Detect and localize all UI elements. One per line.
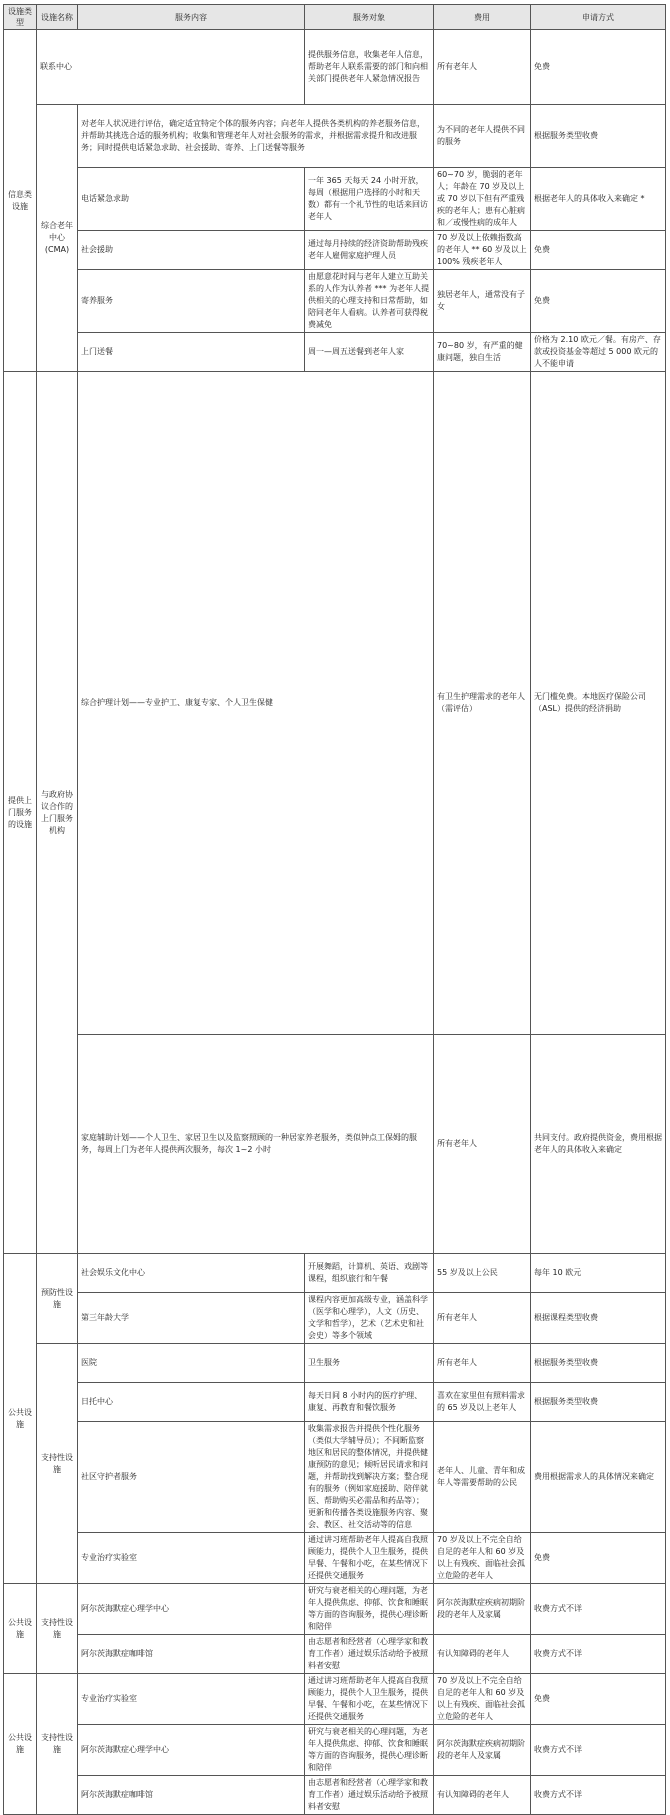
service-content-cell: 家庭辅助计划——个人卫生、家居卫生以及监察照顾的一种居家养老服务，类似钟点工保姆的服务，每周上门为老年人提供两次服务，每次 1~2 小时 <box>78 1035 434 1254</box>
fee-cell: 免费 <box>531 231 666 270</box>
facility-name-cell: 阿尔茨海默症咖啡馆 <box>78 1635 305 1674</box>
facility-name-cell: 电话紧急求助 <box>78 168 305 231</box>
service-target-cell: 所有老年人 <box>434 30 531 105</box>
service-target-cell: 所有老年人 <box>434 1035 531 1254</box>
facility-name-cell: 社会援助 <box>78 231 305 270</box>
fee-cell: 根据老年人的具体收入来确定 * <box>531 168 666 231</box>
service-content-cell: 通过每月持续的经济资助帮助残疾老年人雇佣家庭护理人员 <box>305 231 434 270</box>
table-row <box>4 1035 666 1254</box>
service-target-cell: 有认知障碍的老年人 <box>434 1635 531 1674</box>
table-row <box>4 372 666 1035</box>
fee-cell: 免费 <box>531 1533 666 1584</box>
service-content-cell: 每天日间 8 小时内的医疗护理、康复、再教育和餐饮服务 <box>305 1383 434 1422</box>
table-row <box>4 1254 666 1293</box>
facility-name-cell: 医院 <box>78 1344 305 1383</box>
service-content-cell: 开展舞蹈，计算机、英语、戏剧等课程，组织旅行和午餐 <box>305 1254 434 1293</box>
header-target: 服务对象 <box>305 5 434 30</box>
facility-name-cell: 阿尔茨海默症心理学中心 <box>78 1584 305 1635</box>
table-row <box>4 1725 666 1776</box>
facility-type-cell: 公共设施 <box>4 1254 37 1584</box>
table-row <box>4 30 666 105</box>
table-row <box>4 1674 666 1725</box>
facility-name-cell: 专业治疗实验室 <box>78 1674 305 1725</box>
fee-cell: 根据服务类型收费 <box>531 1344 666 1383</box>
facility-group-cell: 与政府协议合作的上门服务机构 <box>37 372 78 1254</box>
service-target-cell: 为不同的老年人提供不同的服务 <box>434 105 531 168</box>
service-target-cell: 阿尔茨海默症疾病初期阶段的老年人及家属 <box>434 1584 531 1635</box>
service-content-cell: 由愿意花时间与老年人建立互助关系的人作为认养者 *** 为老年人提供相关的心理支持和日常帮助，如陪同老年人看病。认养者可获得税费减免 <box>305 270 434 333</box>
table-row <box>4 1293 666 1344</box>
facility-name-cell: 阿尔茨海默症咖啡馆 <box>78 1776 305 1815</box>
service-target-cell: 60~70 岁，脆弱的老年人；年龄在 70 岁及以上或 70 岁以下但有严重残疾的老年人；患有心脏病和／或慢性病的成年人 <box>434 168 531 231</box>
service-target-cell: 70 岁及以上依赖指数高的老年人 ** 60 岁及以上 100% 残疾老年人 <box>434 231 531 270</box>
table-row <box>4 1635 666 1674</box>
table-header-row <box>4 5 666 30</box>
service-content-cell: 对老年人状况进行评估，确定适宜特定个体的服务内容；向老年人提供各类机构的养老服务信息，并帮助其挑选合适的服务机构；收集和管理老年人对社会服务的需求，并根据需求提升和改进服务；同时提供电话紧急求助、社会援助、寄养、上门送餐等服务 <box>78 105 434 168</box>
facility-name-cell: 寄养服务 <box>78 270 305 333</box>
facility-name-cell: 日托中心 <box>78 1383 305 1422</box>
facility-name-cell: 联系中心 <box>37 30 305 105</box>
fee-cell: 每年 10 欧元 <box>531 1254 666 1293</box>
facility-type-cell: 公共设施 <box>4 1584 37 1674</box>
table-body <box>4 30 666 1815</box>
service-content-cell: 一年 365 天每天 24 小时开放，每周（根据用户选择的小时和天数）都有一个礼节性的电话来回访老年人 <box>305 168 434 231</box>
fee-cell: 收费方式不详 <box>531 1584 666 1635</box>
header-fee: 费用 <box>434 5 531 30</box>
service-content-cell: 周一—周五送餐到老年人家 <box>305 333 434 372</box>
service-target-cell: 70 岁及以上不完全自给自足的老年人和 60 岁及以上有残疾、面临社会孤立危险的老年人 <box>434 1533 531 1584</box>
facility-group-cell: 支持性设施 <box>37 1344 78 1584</box>
table-row <box>4 1776 666 1815</box>
fee-cell: 收费方式不详 <box>531 1725 666 1776</box>
service-target-cell: 独居老年人，通常没有子女 <box>434 270 531 333</box>
table-row <box>4 231 666 270</box>
table-row <box>4 1584 666 1635</box>
service-content-cell: 课程内容更加高级专业，涵盖科学（医学和心理学），人文（历史、文学和哲学），艺术（艺术史和社会史）等多个领域 <box>305 1293 434 1344</box>
service-content-cell: 由志愿者和经营者（心理学家和教育工作者）通过娱乐活动给予被照料者安慰 <box>305 1635 434 1674</box>
service-target-cell: 老年人、儿童、青年和成年人等需要帮助的公民 <box>434 1422 531 1533</box>
service-target-cell: 所有老年人 <box>434 1344 531 1383</box>
fee-cell: 费用根据需求人的具体情况来确定 <box>531 1422 666 1533</box>
header-content: 服务内容 <box>78 5 305 30</box>
service-target-cell: 喜欢在家里但有照料需求的 65 岁及以上老年人 <box>434 1383 531 1422</box>
fee-cell: 收费方式不详 <box>531 1635 666 1674</box>
table-row <box>4 270 666 333</box>
service-content-cell: 收集需求报告并提供个性化服务（类似大学辅导员）；不间断监察地区和居民的整体情况，并提供健康预防的意见；倾听居民请求和问题，并帮助找到解决方案；整合现有的服务（例如家庭援助、陪伴就医、帮助购买必需品和药品等）；更新和传播各类设施服务内容、聚会、教区、社交活动等的信息 <box>305 1422 434 1533</box>
fee-cell: 免费 <box>531 30 666 105</box>
service-content-cell: 综合护理计划——专业护工、康复专家、个人卫生保健 <box>78 372 434 1035</box>
header-name: 设施名称 <box>37 5 78 30</box>
fee-cell: 无门槛免费。本地医疗保险公司（ASL）提供的经济捐助 <box>531 372 666 1035</box>
fee-cell: 免费 <box>531 270 666 333</box>
header-apply: 申请方式 <box>531 5 666 30</box>
table-row <box>4 168 666 231</box>
service-target-cell: 有认知障碍的老年人 <box>434 1776 531 1815</box>
fee-cell: 根据服务类型收费 <box>531 105 666 168</box>
service-content-cell: 由志愿者和经营者（心理学家和教育工作者）通过娱乐活动给予被照料者安慰 <box>305 1776 434 1815</box>
facility-name-cell: 社区守护者服务 <box>78 1422 305 1533</box>
facility-group-cell: 预防性设施 <box>37 1254 78 1344</box>
service-content-cell: 通过讲习班帮助老年人提高自我照顾能力，提供个人卫生服务，提供早餐、午餐和小吃，在某些情况下还提供交通服务 <box>305 1533 434 1584</box>
service-target-cell: 所有老年人 <box>434 1293 531 1344</box>
facility-name-cell: 上门送餐 <box>78 333 305 372</box>
table-row <box>4 1344 666 1383</box>
service-target-cell: 55 岁及以上公民 <box>434 1254 531 1293</box>
facility-group-cell: 综合老年中心(CMA) <box>37 105 78 372</box>
fee-cell: 根据课程类型收费 <box>531 1293 666 1344</box>
facility-type-cell: 公共设施 <box>4 1674 37 1815</box>
facility-services-table <box>3 4 666 1815</box>
header-type: 设施类型 <box>4 5 37 30</box>
fee-cell: 共同支付。政府提供资金，费用根据老年人的具体收入来确定 <box>531 1035 666 1254</box>
service-target-cell: 70 岁及以上不完全自给自足的老年人和 60 岁及以上有残疾、面临社会孤立危险的老年人 <box>434 1674 531 1725</box>
service-content-cell: 通过讲习班帮助老年人提高自我照顾能力，提供个人卫生服务，提供早餐、午餐和小吃，在某些情况下还提供交通服务 <box>305 1674 434 1725</box>
service-target-cell: 70~80 岁，有严重的健康问题，独自生活 <box>434 333 531 372</box>
service-target-cell: 有卫生护理需求的老年人（需评估） <box>434 372 531 1035</box>
facility-type-cell: 信息类设施 <box>4 30 37 372</box>
facility-name-cell: 阿尔茨海默症心理学中心 <box>78 1725 305 1776</box>
fee-cell: 免费 <box>531 1674 666 1725</box>
service-content-cell: 卫生服务 <box>305 1344 434 1383</box>
fee-cell: 根据服务类型收费 <box>531 1383 666 1422</box>
facility-name-cell: 专业治疗实验室 <box>78 1533 305 1584</box>
service-content-cell: 提供服务信息，收集老年人信息，帮助老年人联系需要的部门和向相关部门提供老年人紧急情况报告 <box>305 30 434 105</box>
table-row <box>4 333 666 372</box>
service-target-cell: 阿尔茨海默症疾病初期阶段的老年人及家属 <box>434 1725 531 1776</box>
table-row <box>4 1533 666 1584</box>
facility-group-cell: 支持性设施 <box>37 1584 78 1674</box>
table-row <box>4 1422 666 1533</box>
service-content-cell: 研究与衰老相关的心理问题，为老年人提供焦虑、抑郁、饮食和睡眠等方面的咨询服务，提供心理诊断和陪伴 <box>305 1584 434 1635</box>
service-content-cell: 研究与衰老相关的心理问题，为老年人提供焦虑、抑郁、饮食和睡眠等方面的咨询服务，提供心理诊断和陪伴 <box>305 1725 434 1776</box>
facility-type-cell: 提供上门服务的设施 <box>4 372 37 1254</box>
facility-group-cell: 支持性设施 <box>37 1674 78 1815</box>
facility-name-cell: 社会娱乐文化中心 <box>78 1254 305 1293</box>
fee-cell: 收费方式不详 <box>531 1776 666 1815</box>
table-row <box>4 1383 666 1422</box>
fee-cell: 价格为 2.10 欧元／餐。有房产、存款或投资基金等超过 5 000 欧元的人不能申请 <box>531 333 666 372</box>
facility-name-cell: 第三年龄大学 <box>78 1293 305 1344</box>
table-row <box>4 105 666 168</box>
